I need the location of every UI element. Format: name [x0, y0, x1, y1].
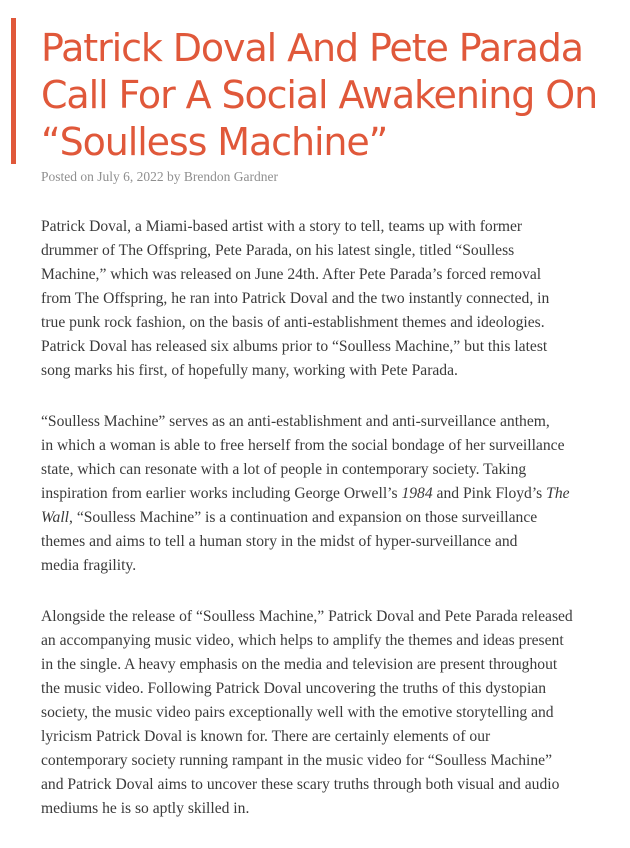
text-line: Machine,” which was released on June 24th. After Pete Parada’s forced removal: [41, 266, 542, 283]
text-line: in which a woman is able to free herself from the social bondage of her surveillance: [41, 437, 565, 454]
text-line: “Soulless Machine” serves as an anti-establishment and anti-surveillance anthem,: [41, 413, 550, 430]
text-line: drummer of The Offspring, Pete Parada, on his latest single, titled “Soulless: [41, 242, 515, 259]
text-line: song marks his first, of hopefully many, working with Pete Parada.: [41, 362, 458, 379]
paragraph: [41, 215, 616, 383]
paragraph: [41, 605, 616, 821]
book-title-1984: 1984: [401, 485, 433, 502]
text-run: inspiration from earlier works including George Orwell’s: [41, 485, 402, 502]
text-line: themes and aims to tell a human story in the midst of hyper-surveillance and: [41, 533, 518, 550]
title-line: “Soulless Machine”: [41, 120, 388, 164]
text-line: [41, 506, 616, 530]
text-line: from The Offspring, he ran into Patrick Doval and the two instantly connected, in: [41, 290, 550, 307]
posted-on-label: Posted on: [41, 169, 94, 184]
text-line: and Patrick Doval aims to uncover these scary truths through both visual and audio: [41, 776, 560, 793]
text-line: society, the music video pairs exceptionally well with the emotive storytelling and: [41, 704, 554, 721]
text-line: mediums he is so aptly skilled in.: [41, 800, 250, 817]
post-date-link[interactable]: July 6, 2022: [97, 169, 164, 184]
post-meta: [41, 169, 278, 185]
text-line: true punk rock fashion, on the basis of anti-establishment themes and ideologies.: [41, 314, 545, 331]
text-line: an accompanying music video, which helps to amplify the themes and ideas present: [41, 632, 564, 649]
text-run: and Pink Floyd’s: [432, 485, 547, 502]
text-line: Patrick Doval, a Miami-based artist with a story to tell, teams up with former: [41, 218, 523, 235]
title-line: Call For A Social Awakening On: [41, 73, 598, 117]
text-line: Patrick Doval has released six albums prior to “Soulless Machine,” but this latest: [41, 338, 548, 355]
post-title: [41, 25, 621, 166]
title-accent-bar: [11, 18, 16, 164]
paragraph: [41, 410, 616, 578]
text-line: Alongside the release of “Soulless Machine,” Patrick Doval and Pete Parada released: [41, 608, 573, 625]
title-line: Patrick Doval And Pete Parada: [41, 26, 583, 70]
album-title-part: Wall: [41, 509, 70, 526]
author-link[interactable]: Brendon Gardner: [183, 169, 278, 184]
text-line: state, which can resonate with a lot of people in contemporary society. Taking: [41, 461, 527, 478]
text-run: , “Soulless Machine” is a continuation and expansion on those surveillance: [69, 509, 538, 526]
text-line: in the single. A heavy emphasis on the media and television are present throughout: [41, 656, 558, 673]
post-body: [41, 215, 616, 848]
text-line: media fragility.: [41, 557, 137, 574]
text-line: lyricism Patrick Doval is known for. There are certainly elements of our: [41, 728, 491, 745]
album-title-part: The: [546, 485, 570, 502]
by-label: by: [167, 169, 181, 184]
text-line: contemporary society running rampant in the music video for “Soulless Machine”: [41, 752, 552, 769]
text-line: the music video. Following Patrick Doval uncovering the truths of this dystopian: [41, 680, 546, 697]
text-line: [41, 482, 616, 506]
